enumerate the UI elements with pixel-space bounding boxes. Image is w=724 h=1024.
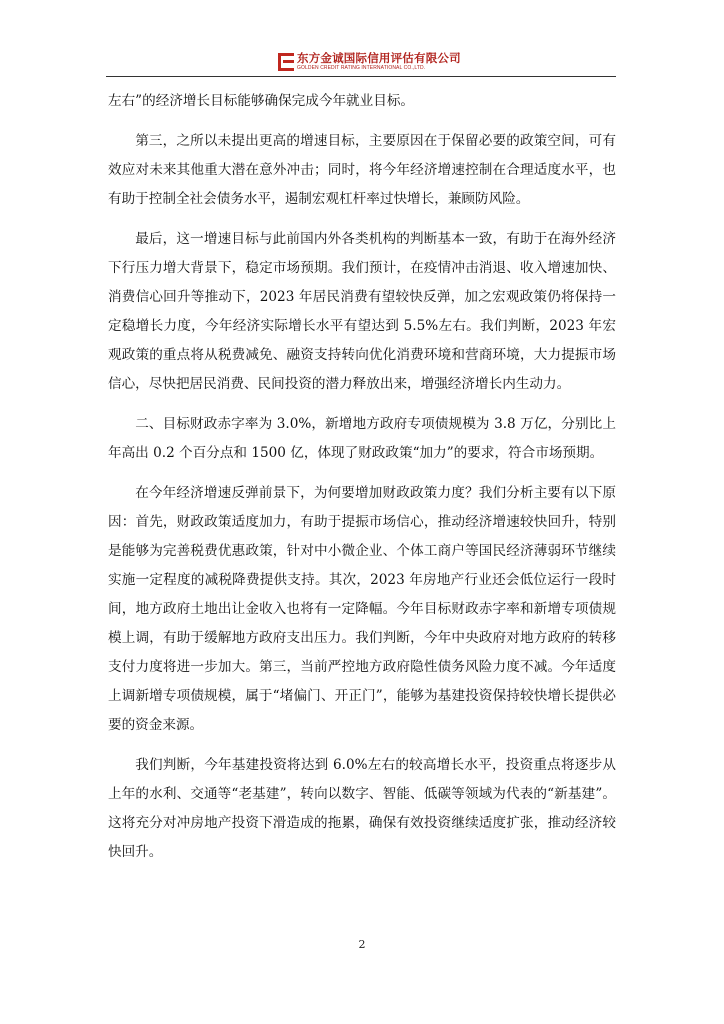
document-body xyxy=(108,87,616,878)
company-name-en: GOLDEN CREDIT RATING INTERNATIONAL CO.,LTD. xyxy=(297,65,426,72)
paragraph: 我们判断，今年基建投资将达到 6.0%左右的较高增长水平，投资重点将逐步从上年的水利、交通等“老基建”，转向以数字、智能、低碳等领域为代表的“新基建”。这将充分对冲房地产投资下滑造成的拖累，确保有效投资继续适度扩张，推动经济较快回升。 xyxy=(108,757,616,860)
page-header xyxy=(278,50,461,74)
paragraph: 最后，这一增速目标与此前国内外各类机构的判断基本一致，有助于在海外经济下行压力增大背景下，稳定市场预期。我们预计，在疫情冲击消退、收入增速加快、消费信心回升等推动下，2023 年居民消费有望较快反弹，加之宏观政策仍将保持一定稳增长力度，今年经济实际增长水平有望达到 5.5%左右。我们判断，2023 年宏观政策的重点将从税费减免、融资支持转向优化消费环境和营商环境，大力提振市场信心，尽快把居民消费、民间投资的潜力释放出来，增强经济增长内生动力。 xyxy=(108,231,616,392)
paragraph-continuation: 左右”的经济增长目标能够确保完成今年就业目标。 xyxy=(108,93,415,109)
paragraph: 在今年经济增速反弹前景下，为何要增加财政政策力度？我们分析主要有以下原因：首先，财政政策适度加力，有助于提振市场信心，推动经济增速较快回升，特别是能够为完善税费优惠政策，针对中小微企业、个体工商户等国民经济薄弱环节继续实施一定程度的减税降费提供支持。其次，2023 年房地产行业还会低位运行一段时间，地方政府土地出让金收入也将有一定降幅。今年目标财政赤字率和新增专项债规模上调，有助于缓解地方政府支出压力。我们判断，今年中央政府对地方政府的转移支付力度将进一步加大。第三，当前严控地方政府隐性债务风险力度不减。今年适度上调新增专项债规模，属于“堵偏门、开正门”，能够为基建投资保持较快增长提供必要的资金来源。 xyxy=(108,485,616,733)
company-name-cn: 东方金诚国际信用评估有限公司 xyxy=(297,50,461,65)
company-name xyxy=(297,50,461,72)
company-logo-icon xyxy=(278,53,294,71)
header-divider xyxy=(106,76,616,77)
page-number: 2 xyxy=(358,938,366,951)
paragraph: 二、目标财政赤字率为 3.0%，新增地方政府专项债规模为 3.8 万亿，分别比上年高出 0.2 个百分点和 1500 亿，体现了财政政策“加力”的要求，符合市场预期。 xyxy=(108,416,616,461)
paragraph: 第三，之所以未提出更高的增速目标，主要原因在于保留必要的政策空间，可有效应对未来其他重大潜在意外冲击；同时，将今年经济增速控制在合理适度水平，也有助于控制全社会债务水平，遏制宏观杠杆率过快增长，兼顾防风险。 xyxy=(108,133,616,207)
